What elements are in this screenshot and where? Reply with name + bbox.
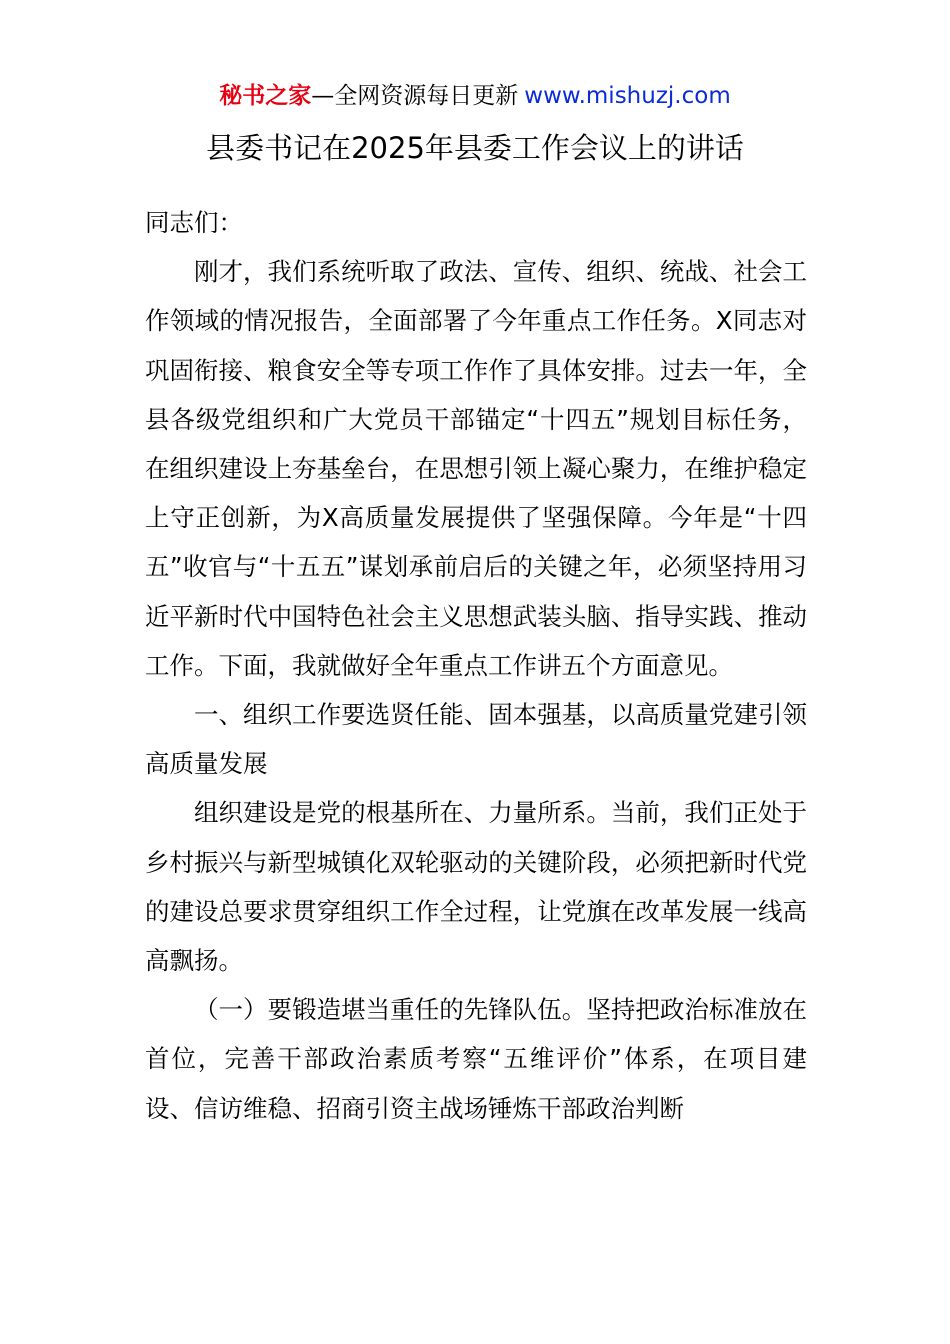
paragraph-intro: 刚才，我们系统听取了政法、宣传、组织、统战、社会工作领域的情况报告，全面部署了今年重点工作任务。X同志对巩固衔接、粮食安全等专项工作作了具体安排。过去一年，全县各级党组织和广大党员干部锚定“十四五”规划目标任务，在组织建设上夯基垒台，在思想引领上凝心聚力，在维护稳定上守正创新，为X高质量发展提供了坚强保障。今年是“十四五”收官与“十五五”谋划承前启后的关键之年，必须坚持用习近平新时代中国特色社会主义思想武装头脑、指导实践、推动工作。下面，我就做好全年重点工作讲五个方面意见。 (145, 257, 807, 680)
document-title: 县委书记在2025年县委工作会议上的讲话 (206, 131, 744, 165)
site-header (0, 80, 950, 112)
site-url-link[interactable]: www.mishuzj.com (524, 83, 731, 109)
brand-name: 秘书之家 (219, 83, 312, 109)
paragraph-section-1: 组织建设是党的根基所在、力量所系。当前，我们正处于乡村振兴与新型城镇化双轮驱动的关键阶段，必须把新时代党的建设总要求贯穿组织工作全过程，让党旗在改革发展一线高高飘扬。 (145, 798, 807, 976)
paragraph-subsection-1: （一）要锻造堪当重任的先锋队伍。坚持把政治标准放在首位，完善干部政治素质考察“五维评价”体系，在项目建设、信访维稳、招商引资主战场锤炼干部政治判断 (145, 995, 807, 1123)
section-heading-1: 一、组织工作要选贤任能、固本强基，以高质量党建引领高质量发展 (145, 700, 807, 779)
header-slogan: —全网资源每日更新 (311, 83, 519, 109)
salutation: 同志们： (145, 208, 243, 237)
document-body (145, 198, 807, 1133)
